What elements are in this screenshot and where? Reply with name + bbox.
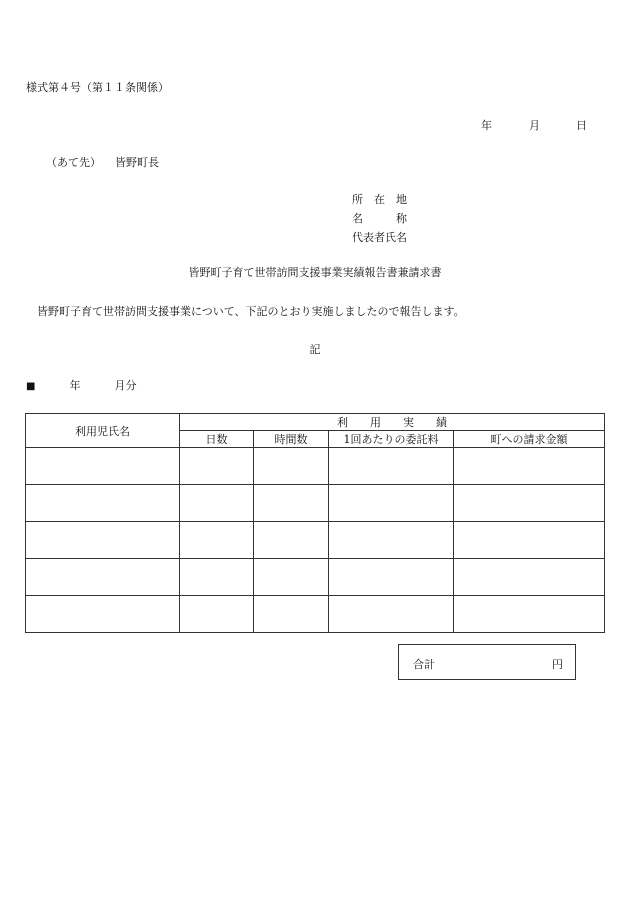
table-row — [26, 522, 605, 559]
period-year-label: 年 — [69, 379, 81, 392]
cell-hours[interactable] — [254, 596, 329, 633]
cell-claim[interactable] — [454, 596, 605, 633]
table-row — [26, 596, 605, 633]
total-box[interactable] — [398, 644, 576, 680]
header-user-name: 利用児氏名 — [26, 414, 180, 448]
cell-fee[interactable] — [329, 596, 454, 633]
cell-days[interactable] — [180, 559, 254, 596]
total-unit: 円 — [552, 658, 563, 671]
sender-address-label: 所 在 地 — [352, 193, 407, 206]
cell-hours[interactable] — [254, 522, 329, 559]
period-month-label: 月分 — [114, 379, 137, 392]
cell-user-name[interactable] — [26, 485, 180, 522]
sender-block — [352, 193, 407, 250]
cell-hours[interactable] — [254, 559, 329, 596]
performance-table — [25, 413, 605, 633]
cell-user-name[interactable] — [26, 596, 180, 633]
date-line — [481, 119, 587, 133]
header-usage-results: 利 用 実 績 — [180, 414, 605, 431]
total-label: 合計 — [413, 658, 435, 671]
header-fee-per-visit: 1回あたりの委託料 — [329, 431, 454, 448]
cell-fee[interactable] — [329, 485, 454, 522]
sender-name-label: 名 称 — [352, 212, 407, 225]
table-row — [26, 485, 605, 522]
date-year-label: 年 — [481, 119, 492, 132]
cell-user-name[interactable] — [26, 448, 180, 485]
header-days: 日数 — [180, 431, 254, 448]
addressee-prefix: （あて先） — [46, 156, 101, 169]
sender-representative-label: 代表者氏名 — [352, 231, 407, 244]
document-title: 皆野町子育て世帯訪問支援事業実績報告書兼請求書 — [188, 266, 442, 279]
cell-fee[interactable] — [329, 559, 454, 596]
cell-days[interactable] — [180, 448, 254, 485]
form-number: 様式第４号（第１１条関係） — [26, 81, 169, 94]
cell-claim[interactable] — [454, 448, 605, 485]
cell-days[interactable] — [180, 485, 254, 522]
period-line — [26, 379, 136, 394]
period-bullet-icon: ■ — [26, 381, 36, 392]
cell-days[interactable] — [180, 522, 254, 559]
cell-claim[interactable] — [454, 559, 605, 596]
cell-fee[interactable] — [329, 448, 454, 485]
cell-claim[interactable] — [454, 485, 605, 522]
table-row — [26, 448, 605, 485]
header-hours: 時間数 — [254, 431, 329, 448]
cell-user-name[interactable] — [26, 522, 180, 559]
cell-hours[interactable] — [254, 485, 329, 522]
cell-hours[interactable] — [254, 448, 329, 485]
date-day-label: 日 — [576, 119, 587, 132]
cell-days[interactable] — [180, 596, 254, 633]
ki-heading: 記 — [309, 343, 321, 356]
intro-text: 皆野町子育て世帯訪問支援事業について、下記のとおり実施しましたので報告します。 — [37, 305, 465, 318]
addressee — [46, 156, 159, 170]
header-claim-amount: 町への請求金額 — [454, 431, 605, 448]
addressee-name: 皆野町長 — [115, 156, 159, 169]
cell-claim[interactable] — [454, 522, 605, 559]
date-month-label: 月 — [529, 119, 540, 132]
cell-user-name[interactable] — [26, 559, 180, 596]
cell-fee[interactable] — [329, 522, 454, 559]
table-row — [26, 559, 605, 596]
